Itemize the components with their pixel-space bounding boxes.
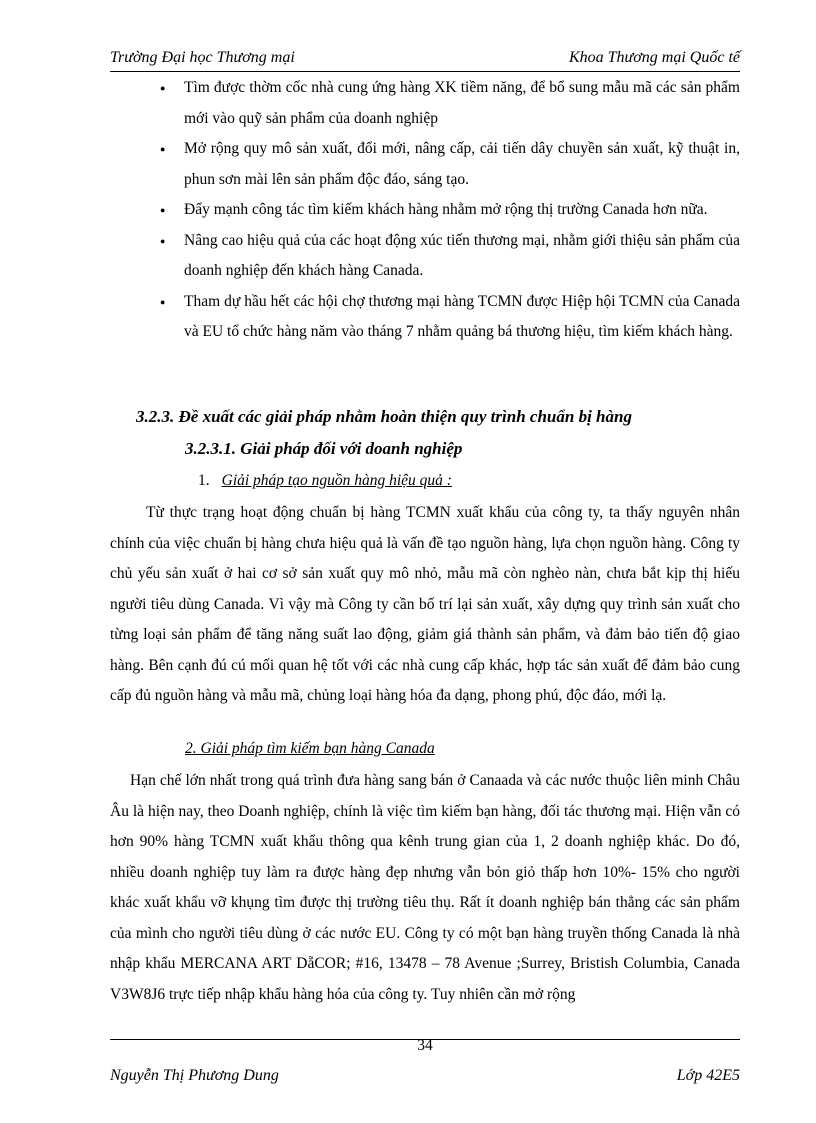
item1-title: Giải pháp tạo nguồn hàng hiệu quả : (221, 472, 452, 489)
section-heading: 3.2.3. Đề xuất các giải pháp nhằm hoàn thiện quy trình chuẩn bị hàng (136, 407, 632, 426)
page-number: 34 (417, 1037, 433, 1054)
paragraph-sourcing: Từ thực trạng hoạt động chuẩn bị hàng TCMN xuất khẩu của công ty, ta thấy nguyên nhân chính của việc chuẩn bị hàng chưa hiệu quả là vấn đề tạo nguồn hàng, lựa chọn nguồn hàng. Công ty chủ yếu sản xuất ở hai cơ sở sản xuất quy mô nhỏ, mẫu mã còn nghèo nàn, chưa bắt kịp thị hiếu người tiêu dùng Canada. Vì vậy mà Công ty cần bố trí lại sản xuất, xây dựng quy trình sản xuất cho từng loại sản phẩm để tăng năng suất lao động, giảm giá thành sản phẩm, và đảm bảo tiến độ giao hàng. Bên cạnh đú cú mối quan hệ tốt với các nhà cung cấp khác, hợp tác sản xuất để đảm bảo cung cấp đủ nguồn hàng và mẫu mã, chủng loại hàng hóa đa dạng, phong phú, độc đáo, mới lạ. (110, 504, 740, 704)
bullet-item: ● Tham dự hầu hết các hội chợ thương mại hàng TCMN được Hiệp hội TCMN của Canada và EU tổ chức hàng năm vào tháng 7 nhằm quảng bá thương hiệu, tìm kiếm khách hàng. (160, 287, 740, 348)
header-faculty: Khoa Thương mại Quốc tế (568, 49, 740, 66)
item1-heading (198, 472, 452, 490)
bullet-item: ● Mở rộng quy mô sản xuất, đổi mới, nâng cấp, cải tiến dây chuyền sản xuất, kỹ thuật in, phun sơn mài lên sản phẩm độc đáo, sáng tạo. (160, 134, 740, 195)
footer-class: Lớp 42E5 (676, 1067, 740, 1084)
subsection-heading: 3.2.3.1. Giải pháp đối với doanh nghiệp (185, 439, 463, 458)
page-footer (110, 1039, 740, 1090)
bullet-item: ● Nâng cao hiệu quả của các hoạt động xúc tiến thương mại, nhằm giới thiệu sản phẩm của doanh nghiệp đến khách hàng Canada. (160, 226, 740, 287)
bullet-item: ● Đẩy mạnh công tác tìm kiếm khách hàng nhằm mở rộng thị trường Canada hơn nữa. (160, 195, 740, 226)
bullet-list (160, 73, 740, 348)
item1-number: 1. (198, 472, 210, 489)
header-university: Trường Đại học Thương mại (110, 49, 295, 66)
footer-author: Nguyễn Thị Phương Dung (110, 1067, 279, 1084)
page-header (110, 49, 740, 72)
item2-heading: 2. Giải pháp tìm kiếm bạn hàng Canada (185, 740, 435, 757)
paragraph-partners: Hạn chế lớn nhất trong quá trình đưa hàng sang bán ở Canaada và các nước thuộc liên minh Châu Âu là hiện nay, theo Doanh nghiệp, chính là việc tìm kiếm bạn hàng, đối tác thương mại. Hiện vẫn có hơn 90% hàng TCMN xuất khẩu thông qua kênh trung gian của 1, 2 doanh nghiệp khác. Do đó, nhiều doanh nghiệp tuy làm ra được hàng đẹp nhưng vẫn bỏn giỏ thấp hơn 10%- 15% cho người khác xuất khẩu vỡ khụng tìm được thị trường tiêu thụ. Rất ít doanh nghiệp bán thẳng các sản phẩm của mình cho người tiêu dùng ở các nước EU. Công ty có một bạn hàng truyền thống Canada là nhà nhập khẩu MERCANA ART DẵCOR; #16, 13478 – 78 Avenue ;Surrey, Bristish Columbia, Canada V3W8J6 trực tiếp nhập khẩu hàng hóa của công ty. Tuy nhiên cần mở rộng (110, 772, 740, 1003)
bullet-item: ● Tìm được thờm cốc nhà cung ứng hàng XK tiềm năng, để bổ sung mẫu mã các sản phẩm mới vào quỹ sản phẩm của doanh nghiệp (160, 73, 740, 134)
